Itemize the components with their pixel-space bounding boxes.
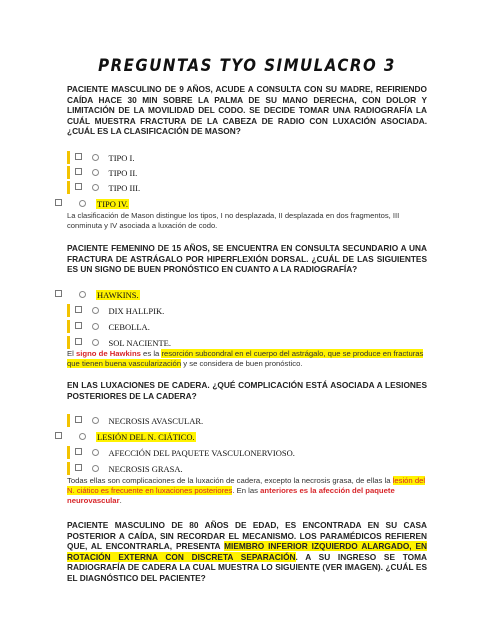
question-4: PACIENTE MASCULINO DE 80 AÑOS DE EDAD, ES ENCONTRADA EN SU CASA POSTERIOR A CAÍDA, SIN RECORDAR EL MECANISMO. LOS PARAMÉDICOS REFIEREN QUE, AL ENCONTRARLA, PRESENTA MIEMBRO INFERIOR IZQUIERDO ALARGADO, EN ROTACIÓN EXTERNA CON DISCRETA SEPARACIÓN. A SU INGRESO SE TOMA RADIOGRAFÍA DE CADERA LA CUAL MUESTRA LO SIGUIENTE (VER IMAGEN). ¿CUÁL ES EL DIAGNÓSTICO DEL PACIENTE? <box>67 520 427 583</box>
text-highlight: lesión del N. ciático es frecuente en luxaciones posteriores <box>67 476 426 495</box>
radio-icon[interactable] <box>92 449 99 456</box>
radio-icon[interactable] <box>79 200 86 207</box>
question-1: PACIENTE MASCULINO DE 9 AÑOS, ACUDE A CONSULTA CON SU MADRE, REFIRIENDO CAÍDA HACE 30 MIN SOBRE LA PALMA DE SU MANO DERECHA, CON DOLOR Y LIMITACIÓN DE LA MOVILIDAD DEL CODO. SE DECIDE TOMAR UNA RADIOGRAFÍA LA CUÁL MUESTRA FRACTURA DE LA CABEZA DE RADIO CON LUXACIÓN ASOCIADA. ¿CUÁL ES LA CLASIFICACIÓN DE MASON? <box>67 84 427 136</box>
question-3: EN LAS LUXACIONES DE CADERA. ¿QUÉ COMPLICACIÓN ESTÁ ASOCIADA A LESIONES POSTERIORES DE LA CADERA? <box>67 380 427 401</box>
q2-option-2[interactable]: DIX HALLPIK. <box>67 304 164 317</box>
highlight-bar <box>67 151 70 164</box>
highlight-bar <box>67 166 70 179</box>
q2-explanation: El signo de Hawkins es la resorción subcondral en el cuerpo del astrágalo, que se produce en fracturas que tienen buena vascularización y se considera de buen pronóstico. <box>67 349 424 368</box>
q1-option-3[interactable]: TIPO III. <box>67 181 140 194</box>
page-title: PREGUNTAS TYO SIMULACRO 3 <box>98 54 396 76</box>
checkbox-icon[interactable] <box>75 183 82 190</box>
text-highlight: resorción subcondral en el cuerpo del astrágalo, que se produce en fracturas que tienen buena vascularización <box>67 349 424 368</box>
q3-explanation: Todas ellas son complicaciones de la luxación de cadera, excepto la necrosis grasa, de ellas la lesión del N. ciático es frecuente en luxaciones posteriores. En las anteriores es la afección del paquete neurovascular. <box>67 476 426 505</box>
q2-option-1-correct[interactable]: HAWKINS. <box>55 288 140 301</box>
checkbox-icon[interactable] <box>75 306 82 313</box>
checkbox-icon[interactable] <box>75 464 82 471</box>
checkbox-icon[interactable] <box>75 416 82 423</box>
q1-option-2[interactable]: TIPO II. <box>67 166 137 179</box>
q3-option-4[interactable]: NECROSIS GRASA. <box>67 462 183 475</box>
term-highlight: signo de Hawkins <box>75 349 141 358</box>
question-2: PACIENTE FEMENINO DE 15 AÑOS, SE ENCUENTRA EN CONSULTA SECUNDARIO A UNA FRACTURA DE ASTRÁGALO POR HIPERFLEXIÓN DORSAL. ¿CUÁL DE LAS SIGUIENTES ES UN SIGNO DE BUEN PRONÓSTICO EN CUANTO A LA RADIOGRAFÍA? <box>67 243 427 274</box>
checkbox-icon[interactable] <box>75 448 82 455</box>
text-highlight: MIEMBRO INFERIOR IZQUIERDO ALARGADO, EN ROTACIÓN EXTERNA CON DISCRETA SEPARACIÓN <box>67 541 427 562</box>
radio-icon[interactable] <box>92 154 99 161</box>
checkbox-icon[interactable] <box>75 322 82 329</box>
radio-icon[interactable] <box>92 339 99 346</box>
q1-explanation: La clasificación de Mason distingue los tipos, I no desplazada, II desplazada en dos fragmentos, III conminuta y IV asociada a luxación de codo. <box>67 211 400 230</box>
term-highlight: anteriores es la afección del paquete neurovascular <box>67 485 395 505</box>
radio-icon[interactable] <box>92 307 99 314</box>
q3-option-3[interactable]: AFECCIÓN DEL PAQUETE VASCULONERVIOSO. <box>67 446 295 459</box>
highlight-bar <box>67 304 70 317</box>
q3-option-1[interactable]: NECROSIS AVASCULAR. <box>67 414 203 427</box>
radio-icon[interactable] <box>92 465 99 472</box>
checkbox-icon[interactable] <box>55 290 62 297</box>
highlight-bar <box>67 181 70 194</box>
checkbox-icon[interactable] <box>75 338 82 345</box>
checkbox-icon[interactable] <box>75 168 82 175</box>
checkbox-icon[interactable] <box>55 199 62 206</box>
q2-option-4[interactable]: SOL NACIENTE. <box>67 336 171 349</box>
q3-option-2-correct[interactable]: LESIÓN DEL N. CIÁTICO. <box>55 430 196 443</box>
checkbox-icon[interactable] <box>75 153 82 160</box>
radio-icon[interactable] <box>79 433 86 440</box>
q2-option-3[interactable]: CEBOLLA. <box>67 320 150 333</box>
radio-icon[interactable] <box>92 417 99 424</box>
highlight-bar <box>67 414 70 427</box>
highlight-bar <box>67 446 70 459</box>
radio-icon[interactable] <box>92 169 99 176</box>
highlight-bar <box>67 320 70 333</box>
checkbox-icon[interactable] <box>55 432 62 439</box>
highlight-bar <box>67 462 70 475</box>
q1-option-1[interactable]: TIPO I. <box>67 151 134 164</box>
radio-icon[interactable] <box>79 291 86 298</box>
q1-option-4-correct[interactable]: TIPO IV. <box>55 197 129 210</box>
highlight-bar <box>67 336 70 349</box>
radio-icon[interactable] <box>92 323 99 330</box>
radio-icon[interactable] <box>92 184 99 191</box>
